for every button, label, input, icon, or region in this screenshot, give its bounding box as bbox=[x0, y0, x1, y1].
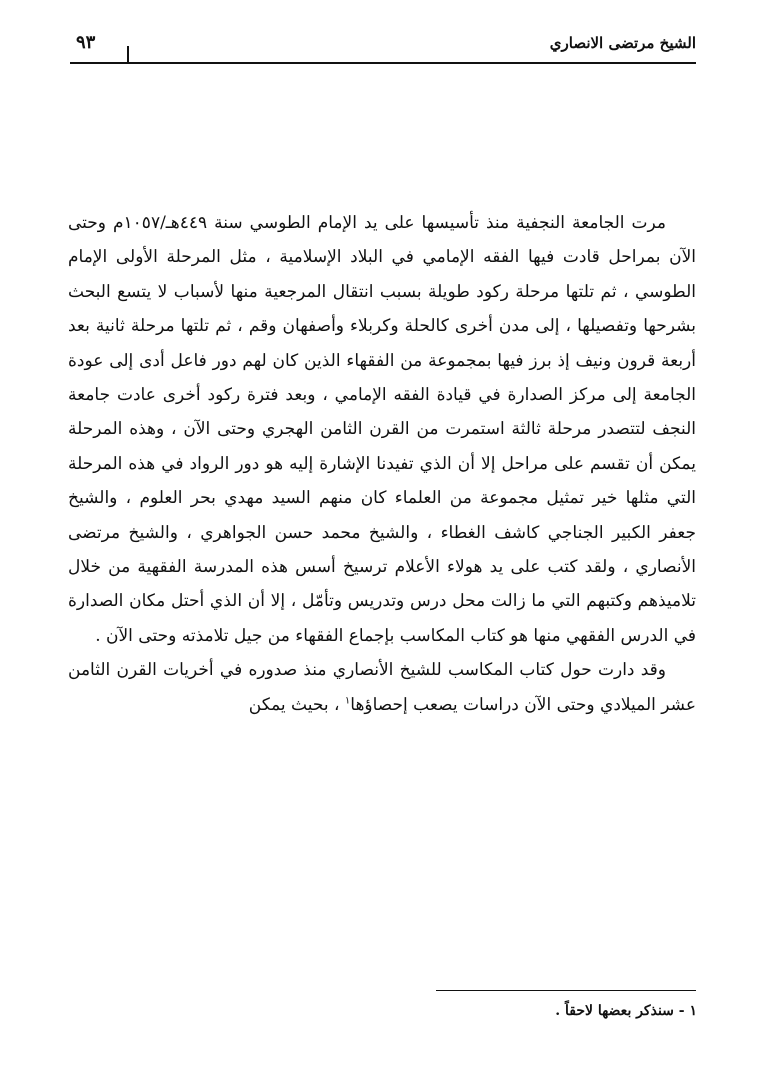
paragraph-2 bbox=[68, 653, 696, 722]
page-header bbox=[70, 28, 696, 68]
footnote: ١ - سنذكر بعضها لاحقاً . bbox=[555, 1003, 697, 1019]
page-number: ٩٣ bbox=[76, 32, 96, 53]
footnote-reference: ١ bbox=[344, 695, 351, 707]
footnote-rule bbox=[436, 990, 696, 991]
paragraph-2-end: ، بحيث يمكن bbox=[248, 694, 345, 715]
paragraph-1: مرت الجامعة النجفية منذ تأسيسها على يد الإمام الطوسي سنة ٤٤٩هـ/١٠٥٧م وحتى الآن بمراحل قادت فيها الفقه الإمامي في البلاد الإسلامية ، مثل المرحلة الأولى الإمام الطوسي ، ثم تلتها مرحلة ركود طويلة بسبب انتقال المرجعية منها لأسباب لا يتسع البحث بشرحها وتفصيلها ، إلى مدن أخرى كالحلة وكربلاء وأصفهان وقم ، ثم تلتها مرحلة ثانية بعد أربعة قرون ونيف إذ برز فيها بمجموعة من الفقهاء الذين كان لهم دور فاعل أدى إلى عودة الجامعة إلى مركز الصدارة في قيادة الفقه الإمامي ، وبعد فترة ركود أخرى عادت جامعة النجف لتتصدر مرحلة ثالثة استمرت من القرن الثامن الهجري وحتى الآن ، وهذه المرحلة يمكن أن تقسم على مراحل إلا أن الذي تفيدنا الإشارة إليه هو دور الرواد في هذه المرحلة التي مثلها خير تمثيل مجموعة من العلماء كان منهم السيد مهدي بحر العلوم ، والشيخ جعفر الكبير الجناجي كاشف الغطاء ، والشيخ محمد حسن الجواهري ، والشيخ مرتضى الأنصاري ، ولقد كتب على يد هولاء الأعلام ترسيخ أسس هذه المدرسة الفقهية من خلال تلاميذهم وكتبهم التي ما زالت محل درس وتدريس وتأمّل ، إلا أن الذي أحتل مكان الصدارة في الدرس الفقهي منها هو كتاب المكاسب بإجماع الفقهاء من جيل تلامذته وحتى الآن . bbox=[68, 213, 696, 646]
paragraph-2-text: وقد دارت حول كتاب المكاسب للشيخ الأنصاري منذ صدوره في أخريات القرن الثامن عشر الميلادي وحتى الآن دراسات يصعب إحصاؤها bbox=[68, 660, 696, 715]
header-rule bbox=[70, 62, 696, 64]
body-text bbox=[68, 206, 696, 722]
running-title: الشيخ مرتضى الانصاري bbox=[549, 34, 696, 52]
